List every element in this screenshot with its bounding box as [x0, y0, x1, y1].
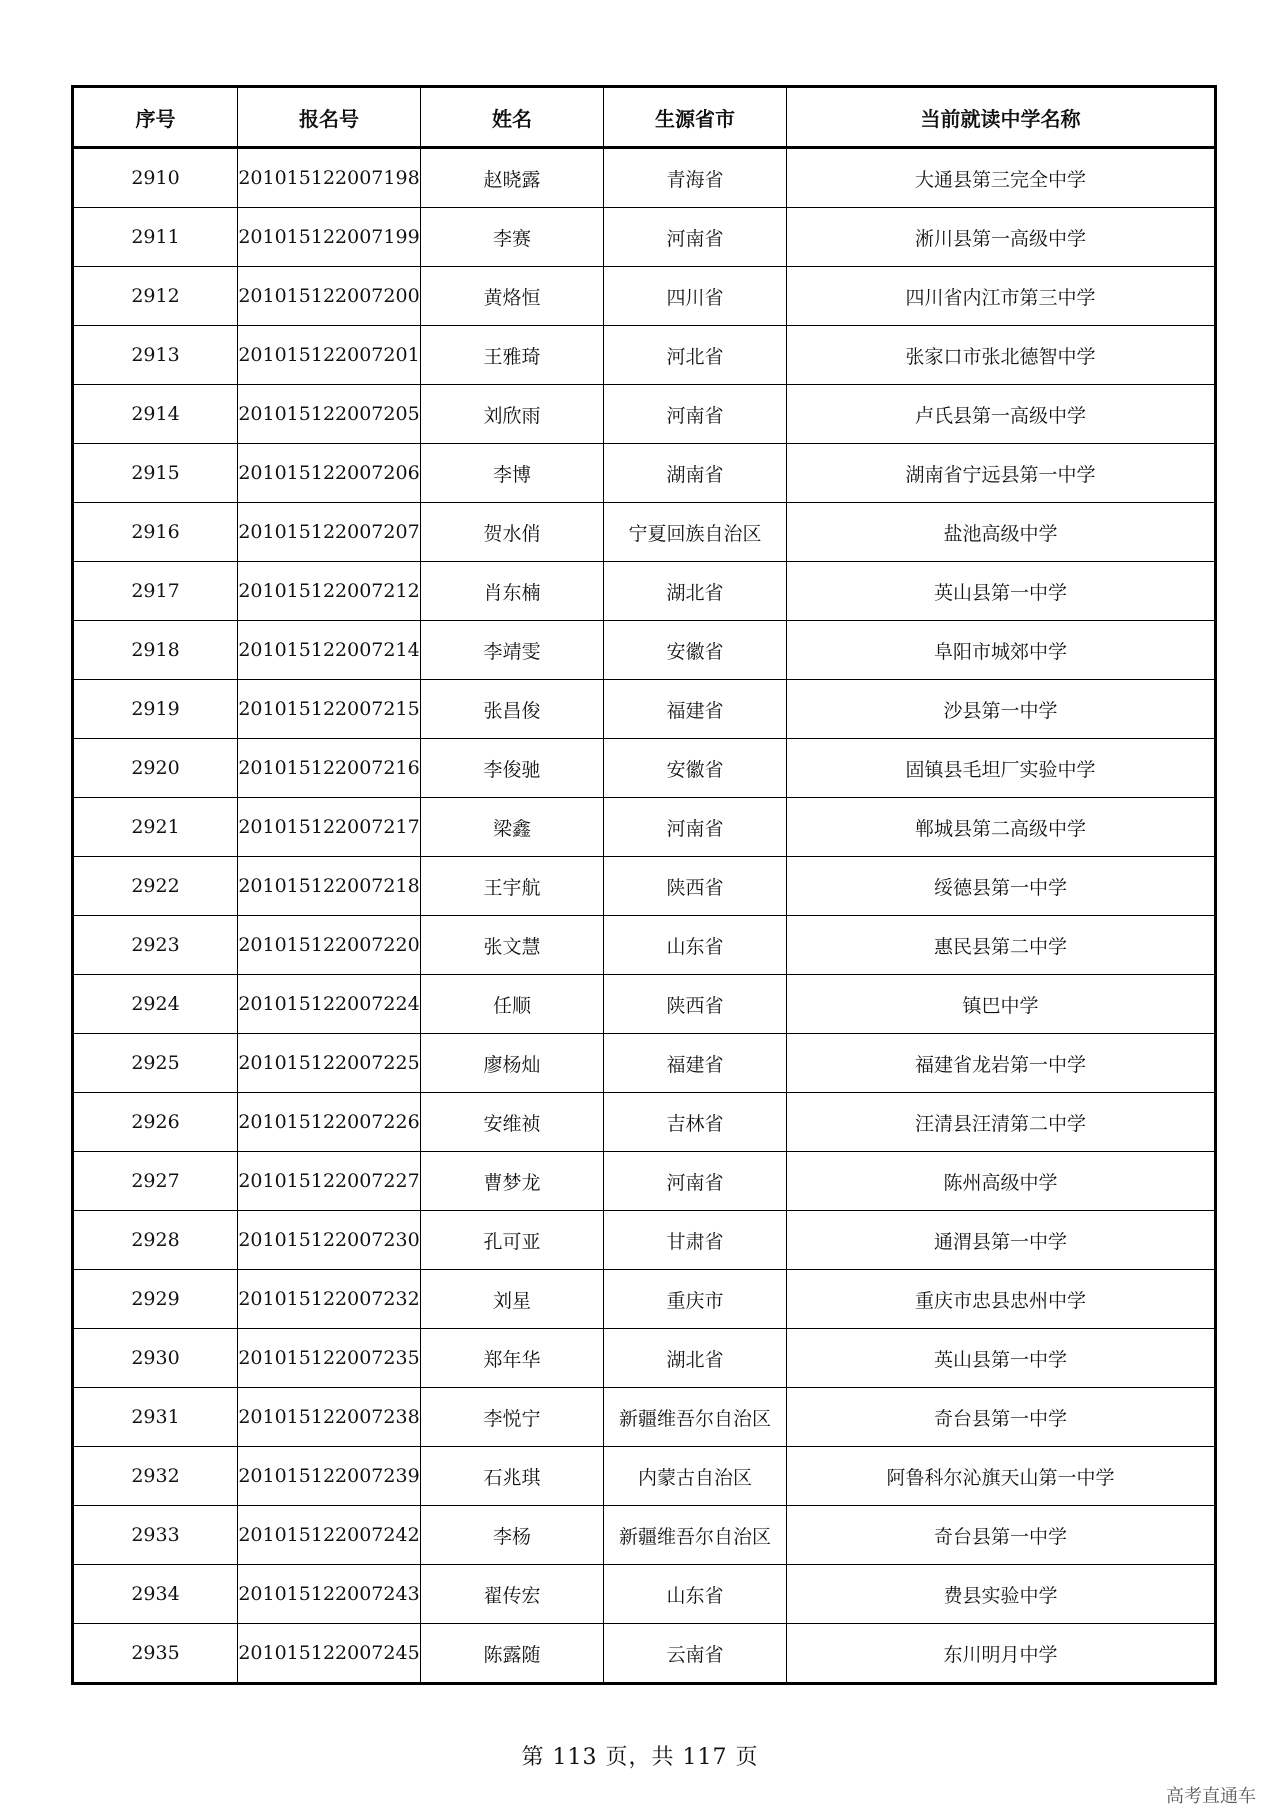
cell-registration-number: 201015122007198: [238, 148, 421, 208]
cell-current-school: 福建省龙岩第一中学: [787, 1034, 1216, 1093]
cell-seq-number: 2917: [73, 562, 238, 621]
cell-origin-province: 重庆市: [604, 1270, 787, 1329]
cell-current-school: 阜阳市城郊中学: [787, 621, 1216, 680]
table-row: [73, 385, 1216, 444]
cell-origin-province: 云南省: [604, 1624, 787, 1684]
cell-seq-number: 2929: [73, 1270, 238, 1329]
cell-seq-number: 2925: [73, 1034, 238, 1093]
cell-current-school: 陈州高级中学: [787, 1152, 1216, 1211]
cell-student-name: 梁鑫: [421, 798, 604, 857]
cell-origin-province: 山东省: [604, 1565, 787, 1624]
table-row: [73, 621, 1216, 680]
roster-table: [71, 85, 1217, 1685]
cell-seq-number: 2923: [73, 916, 238, 975]
cell-student-name: 郑年华: [421, 1329, 604, 1388]
cell-current-school: 英山县第一中学: [787, 1329, 1216, 1388]
watermark-text: 高考直通车: [1166, 1786, 1256, 1807]
cell-origin-province: 山东省: [604, 916, 787, 975]
cell-seq-number: 2918: [73, 621, 238, 680]
cell-registration-number: 201015122007245: [238, 1624, 421, 1684]
table-body: [73, 148, 1216, 1684]
cell-origin-province: 宁夏回族自治区: [604, 503, 787, 562]
cell-student-name: 刘星: [421, 1270, 604, 1329]
cell-seq-number: 2915: [73, 444, 238, 503]
cell-student-name: 石兆琪: [421, 1447, 604, 1506]
cell-origin-province: 吉林省: [604, 1093, 787, 1152]
cell-current-school: 英山县第一中学: [787, 562, 1216, 621]
cell-origin-province: 河南省: [604, 798, 787, 857]
column-header-student-name: 姓名: [421, 87, 604, 148]
table-row: [73, 1270, 1216, 1329]
cell-origin-province: 河南省: [604, 385, 787, 444]
cell-origin-province: 湖南省: [604, 444, 787, 503]
cell-current-school: 卢氏县第一高级中学: [787, 385, 1216, 444]
cell-origin-province: 湖北省: [604, 1329, 787, 1388]
cell-current-school: 汪清县汪清第二中学: [787, 1093, 1216, 1152]
cell-student-name: 刘欣雨: [421, 385, 604, 444]
cell-student-name: 孔可亚: [421, 1211, 604, 1270]
cell-seq-number: 2932: [73, 1447, 238, 1506]
cell-current-school: 重庆市忠县忠州中学: [787, 1270, 1216, 1329]
cell-origin-province: 青海省: [604, 148, 787, 208]
cell-seq-number: 2911: [73, 208, 238, 267]
cell-student-name: 贺水俏: [421, 503, 604, 562]
cell-seq-number: 2920: [73, 739, 238, 798]
table-row: [73, 562, 1216, 621]
cell-origin-province: 福建省: [604, 680, 787, 739]
cell-current-school: 奇台县第一中学: [787, 1506, 1216, 1565]
cell-student-name: 李悦宁: [421, 1388, 604, 1447]
cell-current-school: 郸城县第二高级中学: [787, 798, 1216, 857]
cell-registration-number: 201015122007238: [238, 1388, 421, 1447]
cell-origin-province: 安徽省: [604, 621, 787, 680]
cell-student-name: 赵晓露: [421, 148, 604, 208]
page-number: 第 113 页，共 117 页: [521, 1745, 759, 1770]
table-row: [73, 680, 1216, 739]
table-row: [73, 208, 1216, 267]
cell-registration-number: 201015122007226: [238, 1093, 421, 1152]
cell-student-name: 安维祯: [421, 1093, 604, 1152]
cell-current-school: 淅川县第一高级中学: [787, 208, 1216, 267]
cell-origin-province: 甘肃省: [604, 1211, 787, 1270]
table-row: [73, 739, 1216, 798]
cell-current-school: 四川省内江市第三中学: [787, 267, 1216, 326]
cell-student-name: 张昌俊: [421, 680, 604, 739]
cell-origin-province: 陕西省: [604, 857, 787, 916]
cell-current-school: 东川明月中学: [787, 1624, 1216, 1684]
table-row: [73, 503, 1216, 562]
cell-registration-number: 201015122007212: [238, 562, 421, 621]
table-header-row: [73, 87, 1216, 148]
cell-student-name: 李杨: [421, 1506, 604, 1565]
cell-seq-number: 2919: [73, 680, 238, 739]
cell-registration-number: 201015122007243: [238, 1565, 421, 1624]
cell-registration-number: 201015122007230: [238, 1211, 421, 1270]
cell-registration-number: 201015122007200: [238, 267, 421, 326]
cell-registration-number: 201015122007218: [238, 857, 421, 916]
roster-sheet: [71, 85, 1214, 1685]
cell-registration-number: 201015122007207: [238, 503, 421, 562]
cell-origin-province: 陕西省: [604, 975, 787, 1034]
cell-seq-number: 2933: [73, 1506, 238, 1565]
table-row: [73, 267, 1216, 326]
cell-seq-number: 2913: [73, 326, 238, 385]
table-row: [73, 798, 1216, 857]
cell-current-school: 通渭县第一中学: [787, 1211, 1216, 1270]
cell-student-name: 廖杨灿: [421, 1034, 604, 1093]
table-row: [73, 1565, 1216, 1624]
cell-seq-number: 2928: [73, 1211, 238, 1270]
cell-student-name: 陈露随: [421, 1624, 604, 1684]
cell-student-name: 李博: [421, 444, 604, 503]
column-header-registration-number: 报名号: [238, 87, 421, 148]
cell-student-name: 李赛: [421, 208, 604, 267]
cell-seq-number: 2912: [73, 267, 238, 326]
cell-current-school: 大通县第三完全中学: [787, 148, 1216, 208]
cell-student-name: 黄烙恒: [421, 267, 604, 326]
cell-registration-number: 201015122007242: [238, 1506, 421, 1565]
cell-student-name: 肖东楠: [421, 562, 604, 621]
table-row: [73, 1093, 1216, 1152]
table-row: [73, 444, 1216, 503]
cell-student-name: 张文慧: [421, 916, 604, 975]
cell-student-name: 李靖雯: [421, 621, 604, 680]
cell-origin-province: 安徽省: [604, 739, 787, 798]
cell-seq-number: 2916: [73, 503, 238, 562]
cell-current-school: 盐池高级中学: [787, 503, 1216, 562]
table-row: [73, 1152, 1216, 1211]
cell-student-name: 王宇航: [421, 857, 604, 916]
cell-seq-number: 2910: [73, 148, 238, 208]
table-row: [73, 1329, 1216, 1388]
table-row: [73, 326, 1216, 385]
cell-registration-number: 201015122007225: [238, 1034, 421, 1093]
cell-seq-number: 2931: [73, 1388, 238, 1447]
cell-current-school: 张家口市张北德智中学: [787, 326, 1216, 385]
cell-registration-number: 201015122007206: [238, 444, 421, 503]
cell-seq-number: 2921: [73, 798, 238, 857]
cell-student-name: 翟传宏: [421, 1565, 604, 1624]
cell-current-school: 绥德县第一中学: [787, 857, 1216, 916]
cell-seq-number: 2914: [73, 385, 238, 444]
table-row: [73, 975, 1216, 1034]
table-row: [73, 1034, 1216, 1093]
cell-current-school: 沙县第一中学: [787, 680, 1216, 739]
table-row: [73, 148, 1216, 208]
cell-seq-number: 2927: [73, 1152, 238, 1211]
cell-seq-number: 2926: [73, 1093, 238, 1152]
cell-registration-number: 201015122007220: [238, 916, 421, 975]
table-row: [73, 1447, 1216, 1506]
cell-student-name: 任顺: [421, 975, 604, 1034]
cell-current-school: 固镇县毛坦厂实验中学: [787, 739, 1216, 798]
cell-seq-number: 2924: [73, 975, 238, 1034]
cell-registration-number: 201015122007232: [238, 1270, 421, 1329]
cell-origin-province: 河北省: [604, 326, 787, 385]
cell-current-school: 阿鲁科尔沁旗天山第一中学: [787, 1447, 1216, 1506]
cell-registration-number: 201015122007224: [238, 975, 421, 1034]
column-header-seq-number: 序号: [73, 87, 238, 148]
cell-registration-number: 201015122007201: [238, 326, 421, 385]
cell-origin-province: 湖北省: [604, 562, 787, 621]
table-row: [73, 1388, 1216, 1447]
cell-registration-number: 201015122007215: [238, 680, 421, 739]
cell-origin-province: 内蒙古自治区: [604, 1447, 787, 1506]
cell-current-school: 费县实验中学: [787, 1565, 1216, 1624]
table-row: [73, 857, 1216, 916]
cell-student-name: 曹梦龙: [421, 1152, 604, 1211]
cell-registration-number: 201015122007205: [238, 385, 421, 444]
table-row: [73, 916, 1216, 975]
cell-registration-number: 201015122007216: [238, 739, 421, 798]
cell-origin-province: 新疆维吾尔自治区: [604, 1506, 787, 1565]
cell-student-name: 李俊驰: [421, 739, 604, 798]
table-row: [73, 1211, 1216, 1270]
cell-student-name: 王雅琦: [421, 326, 604, 385]
cell-seq-number: 2934: [73, 1565, 238, 1624]
cell-registration-number: 201015122007214: [238, 621, 421, 680]
cell-origin-province: 新疆维吾尔自治区: [604, 1388, 787, 1447]
cell-seq-number: 2922: [73, 857, 238, 916]
table-row: [73, 1624, 1216, 1684]
cell-current-school: 镇巴中学: [787, 975, 1216, 1034]
cell-current-school: 湖南省宁远县第一中学: [787, 444, 1216, 503]
cell-seq-number: 2935: [73, 1624, 238, 1684]
cell-origin-province: 河南省: [604, 208, 787, 267]
cell-current-school: 奇台县第一中学: [787, 1388, 1216, 1447]
cell-current-school: 惠民县第二中学: [787, 916, 1216, 975]
cell-seq-number: 2930: [73, 1329, 238, 1388]
cell-registration-number: 201015122007239: [238, 1447, 421, 1506]
cell-origin-province: 河南省: [604, 1152, 787, 1211]
table-row: [73, 1506, 1216, 1565]
cell-origin-province: 福建省: [604, 1034, 787, 1093]
column-header-current-school: 当前就读中学名称: [787, 87, 1216, 148]
cell-registration-number: 201015122007227: [238, 1152, 421, 1211]
cell-registration-number: 201015122007199: [238, 208, 421, 267]
cell-registration-number: 201015122007235: [238, 1329, 421, 1388]
cell-registration-number: 201015122007217: [238, 798, 421, 857]
cell-origin-province: 四川省: [604, 267, 787, 326]
column-header-origin-province: 生源省市: [604, 87, 787, 148]
